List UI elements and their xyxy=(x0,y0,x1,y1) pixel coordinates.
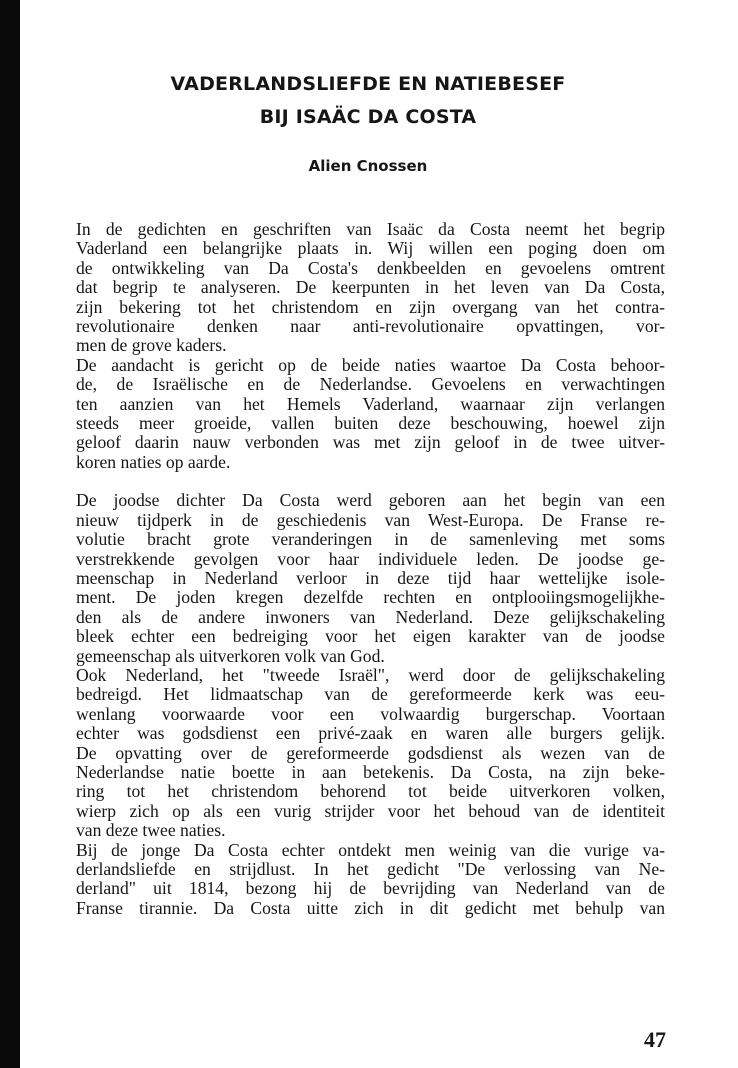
page-edge-shadow xyxy=(0,0,20,1068)
text-line: Franse tirannie. Da Costa uitte zich in dit gedicht met behulp van xyxy=(76,897,665,918)
text-line: De joodse dichter Da Costa werd geboren aan het begin van een xyxy=(76,490,665,511)
paragraph xyxy=(76,841,665,919)
text-line: Vaderland een belangrijke plaats in. Wij willen een poging doen om xyxy=(76,238,665,259)
text-line: zijn bekering tot het christendom en zijn overgang van het contra- xyxy=(76,296,665,317)
text-line: De aandacht is gericht op de beide naties waartoe Da Costa behoor- xyxy=(76,354,665,375)
page-number: 47 xyxy=(644,1027,666,1052)
body-text xyxy=(76,220,665,918)
paragraph xyxy=(76,491,665,666)
text-line: De opvatting over de gereformeerde godsdienst als wezen van de xyxy=(76,742,665,763)
text-line: derlandsliefde en strijdlust. In het gedicht "De verlossing van Ne- xyxy=(76,858,665,879)
text-line: van deze twee naties. xyxy=(76,820,226,841)
text-line: verstrekkende gevolgen voor haar individuele leden. De joodse ge- xyxy=(76,548,665,569)
text-line: meenschap in Nederland verloor in deze tijd haar wettelijke isole- xyxy=(76,568,665,589)
text-line: bleek echter een bedreiging voor het eigen karakter van de joodse xyxy=(76,626,665,647)
text-line: wierp zich op als een vurig strijder voor het behoud van de identiteit xyxy=(76,800,665,821)
text-line: den als de andere inwoners van Nederland. Deze gelijkschakeling xyxy=(76,606,665,627)
text-line: men de grove kaders. xyxy=(76,335,227,356)
text-line: wenlang voorwaarde voor een volwaardig burgerschap. Voortaan xyxy=(76,703,665,724)
text-line: echter was godsdienst een privé-zaak en waren alle burgers gelijk. xyxy=(76,723,665,744)
title-line: VADERLANDSLIEFDE EN NATIEBESEF xyxy=(170,73,566,95)
text-line: de ontwikkeling van Da Costa's denkbeelden en gevoelens omtrent xyxy=(76,257,665,278)
title-line: BIJ ISAÄC DA COSTA xyxy=(259,106,477,128)
paragraph xyxy=(76,356,665,472)
paragraph xyxy=(76,666,665,841)
text-line: de, de Israëlische en de Nederlandse. Gevoelens en verwachtingen xyxy=(76,374,665,395)
text-line: nieuw tijdperk in de geschiedenis van West-Europa. De Franse re- xyxy=(76,509,665,530)
text-line: ment. De joden kregen dezelfde rechten en ontplooiingsmogelijkhe- xyxy=(76,587,665,608)
text-line: In de gedichten en geschriften van Isaäc da Costa neemt het begrip xyxy=(76,219,665,239)
text-line: ring tot het christendom behorend tot beide uitverkoren volken, xyxy=(76,781,665,802)
text-line: bedreigd. Het lidmaatschap van de gereformeerde kerk was eeu- xyxy=(76,684,665,705)
text-line: gemeenschap als uitverkoren volk van God. xyxy=(76,645,385,666)
paragraph xyxy=(76,220,665,356)
text-line: geloof daarin nauw verbonden was met zijn geloof in de twee uitver- xyxy=(76,432,665,453)
text-line: dat begrip te analyseren. De keerpunten in het leven van Da Costa, xyxy=(76,277,665,298)
page-title xyxy=(70,68,666,134)
text-line: steeds meer groeide, vallen buiten deze beschouwing, hoewel zijn xyxy=(76,412,665,433)
text-line: Bij de jonge Da Costa echter ontdekt men weinig van die vurige va- xyxy=(76,839,665,860)
text-line: Ook Nederland, het "tweede Israël", werd door de gelijkschakeling xyxy=(76,664,665,685)
author-name: Alien Cnossen xyxy=(308,157,428,175)
paragraph-gap xyxy=(76,472,665,491)
text-line: revolutionaire denken naar anti-revolutionaire opvattingen, vor- xyxy=(76,315,665,336)
text-line: ten aanzien van het Hemels Vaderland, waarnaar zijn verlangen xyxy=(76,393,665,414)
text-line: Nederlandse natie boette in aan betekenis. Da Costa, na zijn beke- xyxy=(76,761,665,782)
text-line: volutie bracht grote veranderingen in de samenleving met soms xyxy=(76,529,665,550)
text-line: koren naties op aarde. xyxy=(76,451,231,472)
text-line: derland" uit 1814, bezong hij de bevrijding van Nederland van de xyxy=(76,878,665,899)
